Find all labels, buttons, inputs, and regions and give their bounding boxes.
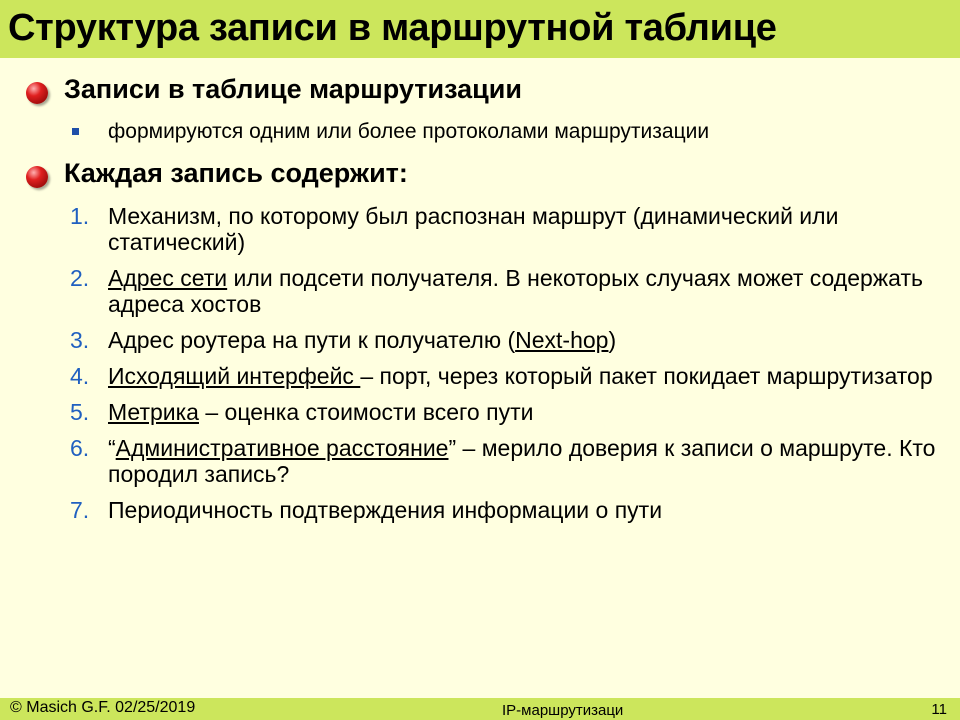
text-fragment: ) xyxy=(608,327,617,353)
list-item-number: 6. xyxy=(70,435,90,461)
square-bullet-icon xyxy=(72,128,79,135)
text-fragment: – порт, через который пакет покидает маршрутизатор xyxy=(360,363,933,389)
list-item xyxy=(70,497,940,523)
numbered-list xyxy=(70,203,940,533)
slide-title: Структура записи в маршрутной таблице xyxy=(8,7,777,49)
text-fragment: ” – мерило доверия к записи о маршруте. Кто породил запись? xyxy=(108,435,936,487)
list-item-text xyxy=(108,497,940,523)
list-item-number: 3. xyxy=(70,327,90,353)
text-fragment: “ xyxy=(108,435,116,461)
red-ball-bullet-icon xyxy=(26,82,48,104)
sub-bullet-protocols: формируются одним или более протоколами маршрутизации xyxy=(108,120,710,143)
underlined-term: Административное расстояние xyxy=(115,435,449,461)
list-item xyxy=(70,327,940,353)
footer-copyright: © Masich G.F. 02/25/2019 xyxy=(10,699,196,716)
list-item xyxy=(70,363,940,389)
text-fragment: или подсети получателя. В некоторых случаях может содержать адреса хостов xyxy=(108,265,923,317)
list-item-number: 7. xyxy=(70,497,90,523)
underlined-term: Адрес сети xyxy=(108,265,228,291)
list-item-text xyxy=(108,327,940,353)
underlined-term: Метрика xyxy=(108,399,199,425)
list-item-text xyxy=(108,399,940,425)
list-item xyxy=(70,399,940,425)
title-bar xyxy=(0,0,960,58)
list-item xyxy=(70,265,940,317)
list-item xyxy=(70,435,940,487)
list-item-text xyxy=(108,435,940,487)
list-item-text xyxy=(108,265,940,317)
bullet-heading-contents: Каждая запись содержит: xyxy=(64,158,408,188)
list-item-number: 4. xyxy=(70,363,90,389)
footer-bar xyxy=(0,698,960,720)
list-item-text xyxy=(108,363,940,389)
footer-topic: IP-маршрутизаци xyxy=(502,702,624,719)
list-item-number: 1. xyxy=(70,203,90,229)
list-item-number: 5. xyxy=(70,399,90,425)
bullet-heading-records: Записи в таблице маршрутизации xyxy=(64,74,522,104)
page-number: 11 xyxy=(931,701,947,718)
text-fragment: Механизм, по которому был распознан маршрут (динамический или статический) xyxy=(108,203,839,255)
underlined-term: Next-hop xyxy=(515,327,609,353)
underlined-term: Исходящий интерфейс xyxy=(108,363,361,389)
list-item xyxy=(70,203,940,255)
text-fragment: – оценка стоимости всего пути xyxy=(198,399,534,425)
list-item-text xyxy=(108,203,940,255)
list-item-number: 2. xyxy=(70,265,90,291)
text-fragment: Периодичность подтверждения информации о пути xyxy=(108,497,663,523)
red-ball-bullet-icon xyxy=(26,166,48,188)
text-fragment: Адрес роутера на пути к получателю ( xyxy=(108,327,516,353)
